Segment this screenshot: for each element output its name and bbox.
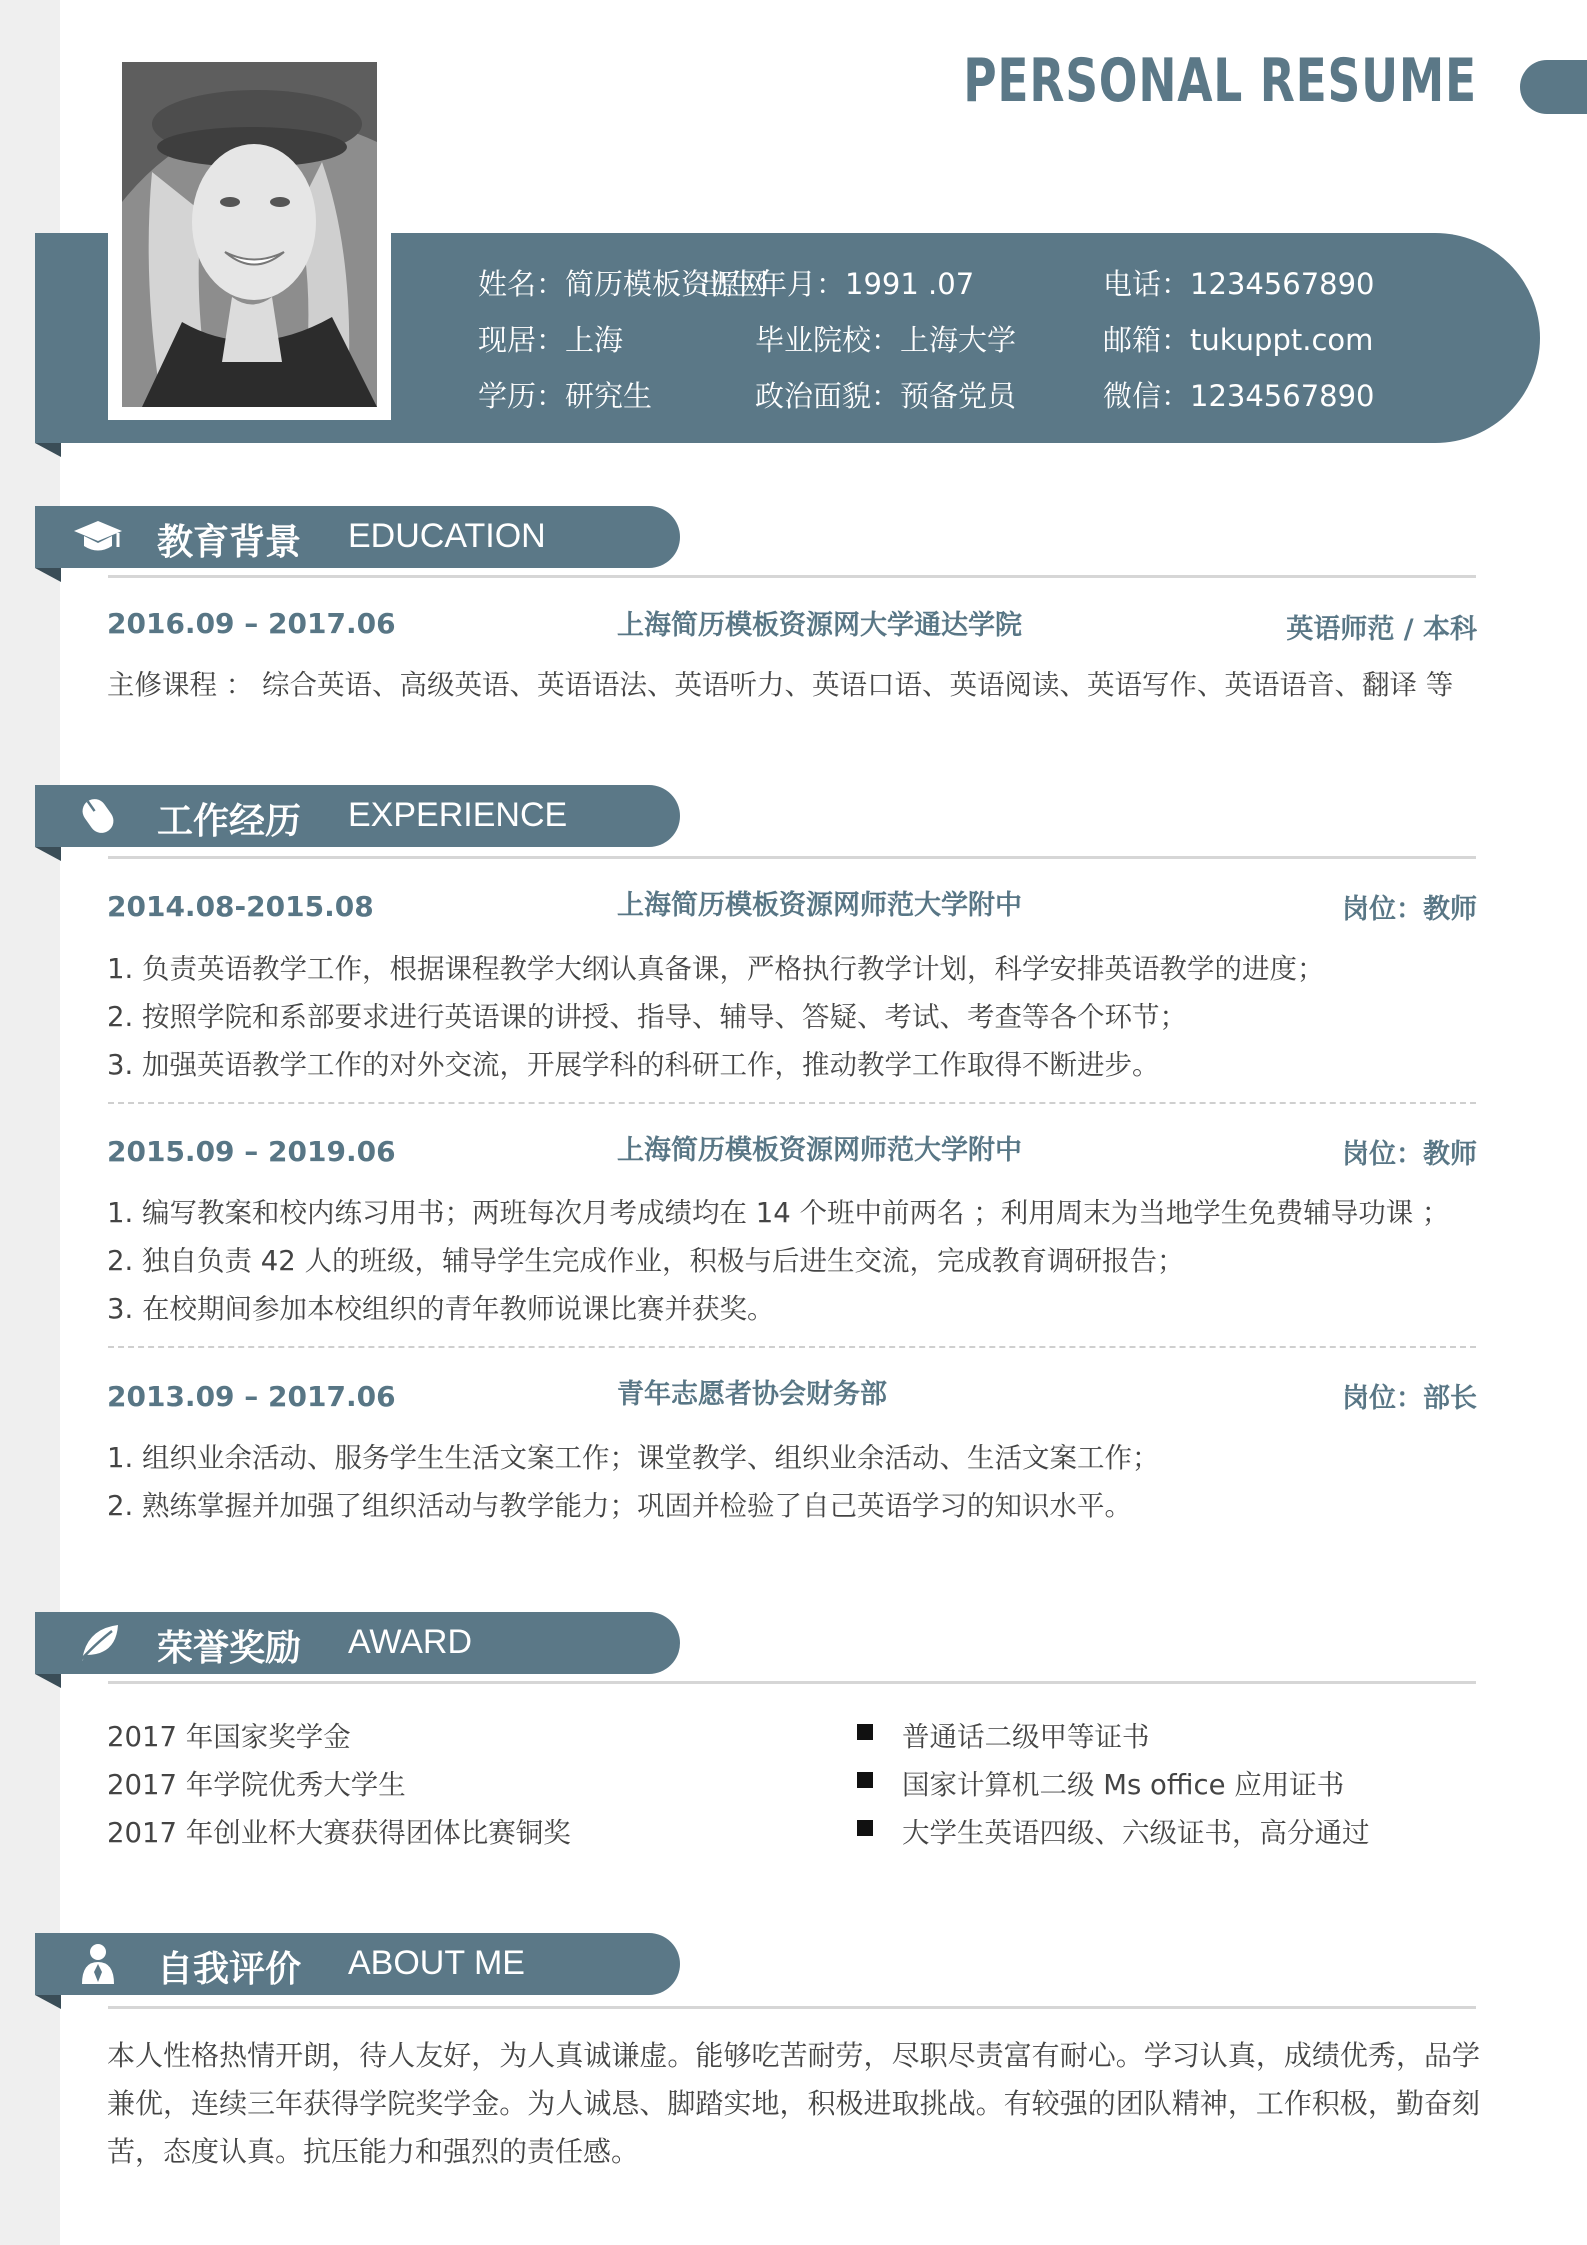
section-title-cn: 工作经历	[157, 801, 302, 842]
section-divider	[108, 1681, 1476, 1684]
section-divider	[108, 575, 1476, 578]
info-residence: 现居：上海	[478, 323, 624, 357]
info-phone: 电话：1234567890	[1103, 267, 1375, 301]
info-wechat: 微信：1234567890	[1103, 379, 1375, 413]
experience-line: 1. 负责英语教学工作，根据课程教学大纲认真备课，严格执行教学计划，科学安排英语教学的进度；	[107, 953, 1325, 985]
person-icon	[72, 1942, 124, 1986]
award-item: 2017 年学院优秀大学生	[107, 1769, 406, 1801]
experience-line: 3. 在校期间参加本校组织的青年教师说课比赛并获奖。	[107, 1293, 775, 1325]
experience-line: 2. 按照学院和系部要求进行英语课的讲授、指导、辅导、答疑、考试、考查等各个环节；	[107, 1001, 1187, 1033]
experience-line: 1. 组织业余活动、服务学生生活文案工作；课堂教学、组织业余活动、生活文案工作；	[107, 1442, 1160, 1474]
experience-position: 岗位：部长	[1342, 1383, 1477, 1414]
section-title-en: EDUCATION	[348, 517, 546, 555]
info-email: 邮箱：tukuppt.com	[1103, 323, 1374, 357]
education-major: 英语师范 / 本科	[1286, 614, 1477, 645]
experience-line: 1. 编写教案和校内练习用书；两班每次月考成绩均在 14 个班中前两名 ；利用周末为当地学生免费辅导功课 ；	[107, 1197, 1450, 1229]
title-accent-tab	[1520, 60, 1587, 114]
section-title-cn: 教育背景	[157, 522, 302, 563]
certificate-item: 国家计算机二级 Ms office 应用证书	[902, 1769, 1345, 1801]
certificate-item: 大学生英语四级、六级证书，高分通过	[902, 1817, 1370, 1849]
experience-line: 2. 独自负责 42 人的班级，辅导学生完成作业，积极与后进生交流，完成教育调研报告；	[107, 1245, 1185, 1277]
experience-position: 岗位：教师	[1342, 894, 1477, 925]
experience-position: 岗位：教师	[1342, 1139, 1477, 1170]
info-school: 毕业院校：上海大学	[755, 323, 1017, 357]
graduation-cap-icon	[72, 515, 124, 559]
experience-date: 2014.08-2015.08	[107, 890, 374, 923]
dashed-divider	[108, 1102, 1476, 1104]
section-fold-shadow	[35, 1995, 61, 2009]
profile-photo	[122, 62, 377, 407]
info-birth: 出生年月：1991 .07	[700, 267, 975, 301]
band-fold-shadow	[35, 443, 61, 457]
award-item: 2017 年创业杯大赛获得团体比赛铜奖	[107, 1817, 571, 1849]
leaf-icon	[72, 1621, 124, 1665]
award-item: 2017 年国家奖学金	[107, 1721, 351, 1753]
section-divider	[108, 2006, 1476, 2009]
certificate-item: 普通话二级甲等证书	[902, 1721, 1150, 1753]
bullet-square-icon	[857, 1724, 873, 1740]
dashed-divider	[108, 1346, 1476, 1348]
experience-line: 2. 熟练掌握并加强了组织活动与教学能力；巩固并检验了自己英语学习的知识水平。	[107, 1490, 1132, 1522]
experience-date: 2015.09 – 2019.06	[107, 1135, 396, 1168]
education-date: 2016.09 – 2017.06	[107, 607, 396, 640]
section-fold-shadow	[35, 1674, 61, 1688]
portrait-illustration	[122, 62, 377, 407]
section-divider	[108, 856, 1476, 859]
section-title-en: AWARD	[348, 1623, 473, 1661]
education-courses: 主修课程 ： 综合英语、高级英语、英语语法、英语听力、英语口语、英语阅读、英语写作、英语语音、翻译 等	[107, 669, 1454, 701]
bullet-square-icon	[857, 1820, 873, 1836]
about-me-text: 本人性格热情开朗，待人友好，为人真诚谦虚。能够吃苦耐劳，尽职尽责富有耐心。学习认真，成绩优秀，品学兼优，连续三年获得学院奖学金。为人诚恳、脚踏实地，积极进取挑战。有较强的团队精神，工作积极，勤奋刻苦，态度认真。抗压能力和强烈的责任感。	[107, 2039, 1480, 2168]
education-school: 上海简历模板资源网大学通达学院	[617, 610, 1022, 641]
experience-line: 3. 加强英语教学工作的对外交流，开展学科的科研工作，推动教学工作取得不断进步。	[107, 1049, 1160, 1081]
section-title-cn: 自我评价	[157, 1949, 302, 1990]
experience-org: 青年志愿者协会财务部	[617, 1379, 887, 1410]
page-title: PERSONAL RESUME	[963, 46, 1477, 116]
experience-org: 上海简历模板资源网师范大学附中	[617, 1135, 1022, 1166]
section-title-en: EXPERIENCE	[348, 796, 568, 834]
section-fold-shadow	[35, 568, 61, 582]
mouse-icon	[72, 794, 124, 838]
experience-date: 2013.09 – 2017.06	[107, 1380, 396, 1413]
bullet-square-icon	[857, 1772, 873, 1788]
experience-org: 上海简历模板资源网师范大学附中	[617, 890, 1022, 921]
info-name: 姓名：简历模板资源网	[478, 267, 769, 301]
section-fold-shadow	[35, 847, 61, 861]
info-degree: 学历：研究生	[478, 379, 653, 413]
info-politics: 政治面貌：预备党员	[755, 379, 1017, 413]
section-title-en: ABOUT ME	[348, 1944, 525, 1982]
section-title-cn: 荣誉奖励	[157, 1628, 302, 1669]
